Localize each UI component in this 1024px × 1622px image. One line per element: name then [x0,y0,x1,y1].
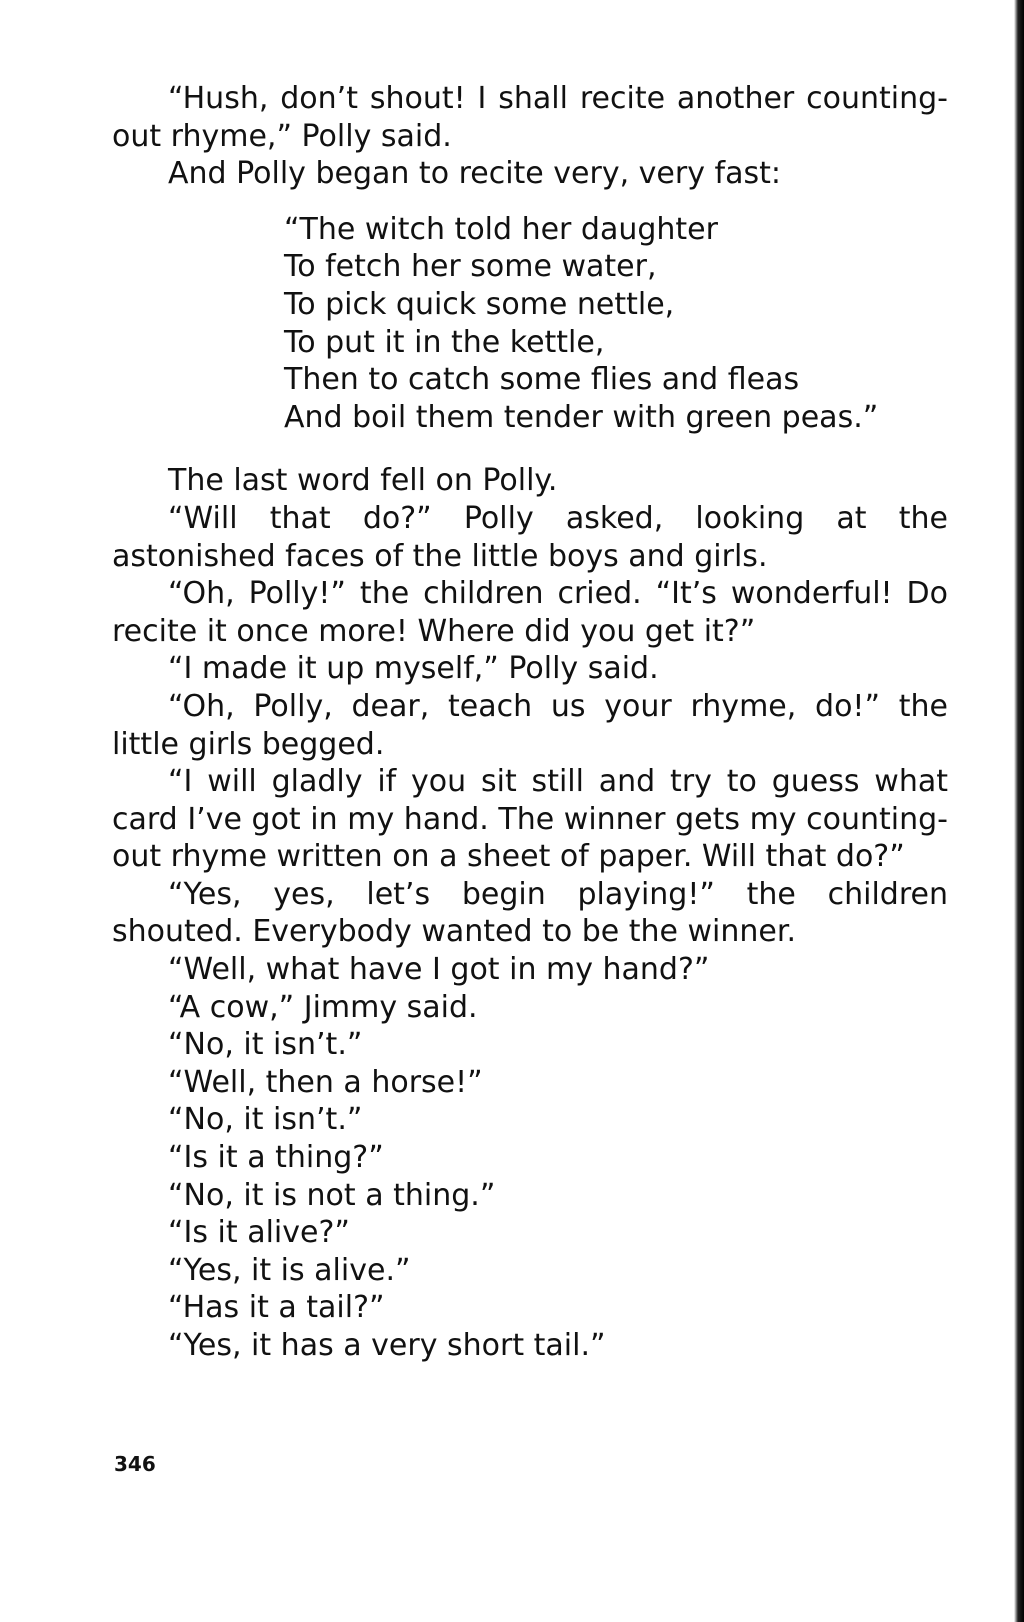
verse-line: To fetch her some water, [284,249,657,285]
paragraph: “A cow,” Jimmy said. [168,989,478,1025]
paragraph: “Oh, Polly, dear, teach us your rhyme, do!” the little girls begged. [112,688,948,762]
paragraph: “No, it is not a thing.” [168,1177,496,1213]
paragraph: “Hush, don’t shout! I shall recite another counting-out rhyme,” Polly said. [112,81,948,154]
page-text [112,80,948,1365]
paragraph: “Yes, yes, let’s begin playing!” the children shouted. Everybody wanted to be the winner. [112,876,948,950]
paragraph: “I will gladly if you sit still and try to guess what card I’ve got in my hand. The winner gets my counting-out rhyme written on a sheet of paper. Will that do?” [112,764,948,875]
page-spine-shadow [1014,0,1024,1622]
paragraph: “Is it alive?” [168,1215,350,1251]
verse-line: “The witch told her daughter [284,211,718,247]
paragraph: “No, it isn’t.” [168,1027,363,1063]
counting-out-rhyme-verse [284,211,948,437]
paragraph: “Well, what have I got in my hand?” [168,952,710,988]
paragraph: And Polly began to recite very, very fast: [168,156,781,192]
verse-line: To put it in the kettle, [284,324,605,360]
verse-line: And boil them tender with green peas.” [284,399,879,435]
verse-line: To pick quick some nettle, [284,286,675,322]
paragraph: “Is it a thing?” [168,1140,384,1176]
paragraph: “Has it a tail?” [168,1290,385,1326]
paragraph: “Oh, Polly!” the children cried. “It’s wonderful! Do recite it once more! Where did you get it?” [112,576,948,649]
page-number: 346 [114,1452,156,1476]
verse-line: Then to catch some flies and fleas [284,362,800,398]
paragraph: “Will that do?” Polly asked, looking at the astonished faces of the little boys and girls. [112,500,948,574]
paragraph: “I made it up myself,” Polly said. [168,651,659,687]
paragraph: “Yes, it is alive.” [168,1252,411,1288]
paragraph: “Well, then a horse!” [168,1064,483,1100]
paragraph: “No, it isn’t.” [168,1102,363,1138]
paragraph: “Yes, it has a very short tail.” [168,1328,606,1363]
paragraph: The last word fell on Polly. [168,463,558,499]
